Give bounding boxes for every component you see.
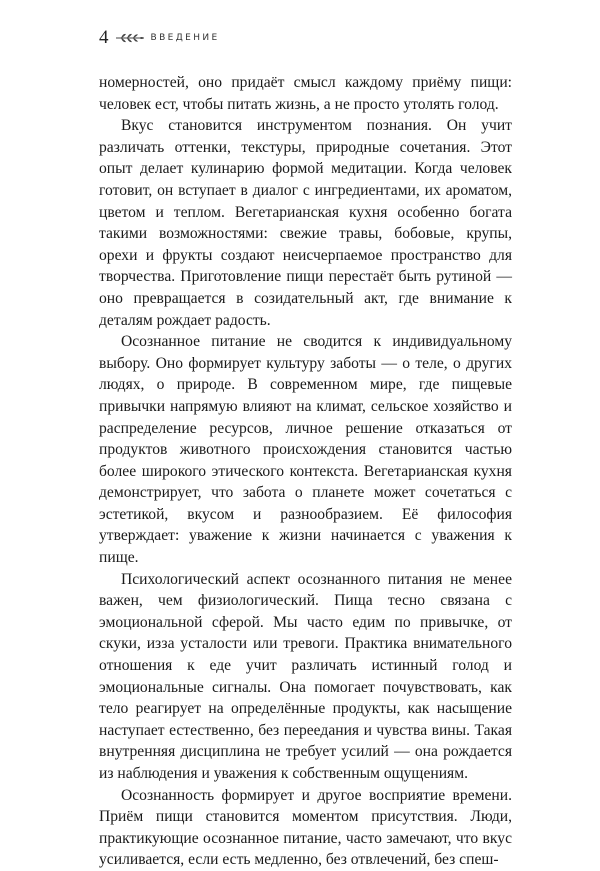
paragraph: Осознанное питание не сводится к индивидуальному выбору. Оно формирует культуру заботы — о теле, о других людях, о природе. В современном мире, где пищевые привычки напрямую влияют на климат, сельское хозяйство и распределение ресурсов, личное решение отказаться от продуктов животного происхождения становится частью более широкого этического контекста. Вегетарианская кухня демонстрирует, что забота о планете может сочетаться с эстетикой, вкусом и разнообразием. Её философия утверждает: уважение к жизни начинается с уважения к пище. xyxy=(99,333,512,567)
paragraph: Осознанность формирует и другое восприятие времени. Приём пищи становится моментом присутствия. Люди, практикующие осознанное питание, часто замечают, что вкус усиливается, если есть медленно, без отвлечений, без спеш- xyxy=(99,786,512,869)
paragraph: Вкус становится инструментом познания. Он учит различать оттенки, текстуры, природные сочетания. Этот опыт делает кулинарию формой медитации. Когда человек готовит, он вступает в диалог с ингредиентами, их ароматом, цветом и теплом. Вегетарианская кухня особенно богата такими возможностями: свежие травы, бобовые, крупы, орехи и фрукты создают неисчерпаемое пространство для творчества. Приготовление пищи перестаёт быть рутиной — оно превращается в созидательный акт, где внимание к деталям рождает радость. xyxy=(99,117,512,329)
leaf-sprig-icon xyxy=(115,31,145,45)
body-text xyxy=(99,72,512,871)
chapter-title: ВВЕДЕНИЕ xyxy=(150,32,220,43)
paragraph: номерностей, оно придаёт смысл каждому приёму пищи: человек ест, чтобы питать жизнь, а не просто утолять голод. xyxy=(99,74,512,113)
page-number: 4 xyxy=(99,27,109,48)
paragraph: Психологический аспект осознанного питания не менее важен, чем физиологический. Пища тесно связана с эмоциональной сферой. Мы часто едим по привычке, от скуки, изза усталости или тревоги. Практика внимательного отношения к еде учит различать истинный голод и эмоциональные сигналы. Она помогает почувствовать, как тело реагирует на определённые продукты, как насыщение наступает естественно, без переедания и чувства вины. Такая внутренняя дисциплина не требует усилий — она рождается из наблюдения и уважения к собственным ощущениям. xyxy=(99,570,512,782)
running-header xyxy=(99,28,220,47)
